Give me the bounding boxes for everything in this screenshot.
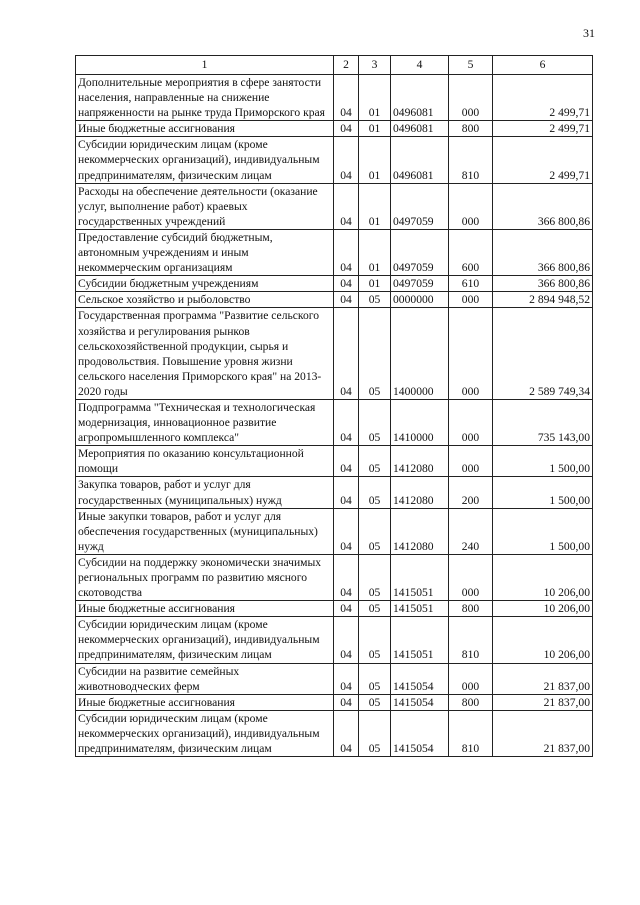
target-article-code: 1415051: [391, 601, 449, 617]
section-code: 04: [334, 554, 359, 600]
item-name: Государственная программа "Развитие сельского хозяйства и регулирования рынков сельскохозяйственной продукции, сырья и продовольствия. Повышение уровня жизни сельского населения Приморского края" на 2013-2020 годы: [76, 308, 334, 400]
header-col-5: 5: [449, 56, 493, 75]
section-code: 04: [334, 663, 359, 694]
header-col-1: 1: [76, 56, 334, 75]
section-code: 04: [334, 121, 359, 137]
table-row: [76, 308, 593, 400]
target-article-code: 1415054: [391, 710, 449, 756]
table-row: [76, 710, 593, 756]
amount: 735 143,00: [493, 399, 593, 445]
subsection-code: 05: [359, 292, 391, 308]
target-article-code: 0000000: [391, 292, 449, 308]
subsection-code: 05: [359, 477, 391, 508]
item-name: Иные бюджетные ассигнования: [76, 121, 334, 137]
amount: 1 500,00: [493, 477, 593, 508]
section-code: 04: [334, 308, 359, 400]
expense-type-code: 810: [449, 617, 493, 663]
table-row: [76, 276, 593, 292]
header-col-4: 4: [391, 56, 449, 75]
target-article-code: 0497059: [391, 183, 449, 229]
table-row: [76, 121, 593, 137]
section-code: 04: [334, 229, 359, 275]
expense-type-code: 810: [449, 137, 493, 183]
header-col-2: 2: [334, 56, 359, 75]
table-row: [76, 663, 593, 694]
expense-type-code: 000: [449, 554, 493, 600]
subsection-code: 01: [359, 229, 391, 275]
target-article-code: 1410000: [391, 399, 449, 445]
expense-type-code: 000: [449, 308, 493, 400]
amount: 2 499,71: [493, 75, 593, 121]
expense-type-code: 000: [449, 75, 493, 121]
expense-type-code: 000: [449, 183, 493, 229]
item-name: Субсидии юридическим лицам (кроме некоммерческих организаций), индивидуальным предпринимателям, физическим лицам: [76, 617, 334, 663]
section-code: 04: [334, 617, 359, 663]
target-article-code: 1400000: [391, 308, 449, 400]
table-row: [76, 508, 593, 554]
section-code: 04: [334, 292, 359, 308]
section-code: 04: [334, 75, 359, 121]
section-code: 04: [334, 183, 359, 229]
subsection-code: 05: [359, 617, 391, 663]
target-article-code: 0496081: [391, 75, 449, 121]
target-article-code: 1412080: [391, 477, 449, 508]
expense-type-code: 240: [449, 508, 493, 554]
subsection-code: 05: [359, 554, 391, 600]
item-name: Субсидии бюджетным учреждениям: [76, 276, 334, 292]
page-number: 31: [583, 26, 595, 40]
expense-type-code: 600: [449, 229, 493, 275]
section-code: 04: [334, 399, 359, 445]
item-name: Предоставление субсидий бюджетным, автономным учреждениям и иным некоммерческим организациям: [76, 229, 334, 275]
item-name: Иные бюджетные ассигнования: [76, 601, 334, 617]
expense-type-code: 610: [449, 276, 493, 292]
amount: 2 499,71: [493, 137, 593, 183]
table-row: [76, 183, 593, 229]
item-name: Субсидии юридическим лицам (кроме некоммерческих организаций), индивидуальным предпринимателям, физическим лицам: [76, 137, 334, 183]
subsection-code: 01: [359, 75, 391, 121]
subsection-code: 05: [359, 446, 391, 477]
table-row: [76, 446, 593, 477]
expense-type-code: 800: [449, 601, 493, 617]
target-article-code: 1412080: [391, 508, 449, 554]
subsection-code: 05: [359, 508, 391, 554]
amount: 21 837,00: [493, 710, 593, 756]
subsection-code: 01: [359, 276, 391, 292]
item-name: Иные закупки товаров, работ и услуг для обеспечения государственных (муниципальных) нужд: [76, 508, 334, 554]
target-article-code: 1415054: [391, 694, 449, 710]
item-name: Закупка товаров, работ и услуг для государственных (муниципальных) нужд: [76, 477, 334, 508]
budget-table: [75, 55, 593, 757]
header-col-6: 6: [493, 56, 593, 75]
table-row: [76, 694, 593, 710]
table-row: [76, 477, 593, 508]
amount: 1 500,00: [493, 508, 593, 554]
table-row: [76, 399, 593, 445]
expense-type-code: 000: [449, 292, 493, 308]
amount: 2 499,71: [493, 121, 593, 137]
expense-type-code: 800: [449, 121, 493, 137]
amount: 366 800,86: [493, 183, 593, 229]
section-code: 04: [334, 694, 359, 710]
amount: 10 206,00: [493, 554, 593, 600]
amount: 2 894 948,52: [493, 292, 593, 308]
amount: 21 837,00: [493, 694, 593, 710]
item-name: Дополнительные мероприятия в сфере занятости населения, направленные на снижение напряженности на рынке труда Приморского края: [76, 75, 334, 121]
amount: 10 206,00: [493, 601, 593, 617]
target-article-code: 0497059: [391, 276, 449, 292]
item-name: Сельское хозяйство и рыболовство: [76, 292, 334, 308]
subsection-code: 05: [359, 694, 391, 710]
subsection-code: 05: [359, 663, 391, 694]
header-col-3: 3: [359, 56, 391, 75]
item-name: Расходы на обеспечение деятельности (оказание услуг, выполнение работ) краевых государственных учреждений: [76, 183, 334, 229]
target-article-code: 1415054: [391, 663, 449, 694]
amount: 21 837,00: [493, 663, 593, 694]
item-name: Субсидии на поддержку экономически значимых региональных программ по развитию мясного скотоводства: [76, 554, 334, 600]
item-name: Субсидии на развитие семейных животноводческих ферм: [76, 663, 334, 694]
expense-type-code: 000: [449, 399, 493, 445]
section-code: 04: [334, 477, 359, 508]
section-code: 04: [334, 508, 359, 554]
section-code: 04: [334, 601, 359, 617]
table-body: [76, 75, 593, 757]
subsection-code: 01: [359, 183, 391, 229]
amount: 366 800,86: [493, 276, 593, 292]
target-article-code: 1412080: [391, 446, 449, 477]
expense-type-code: 810: [449, 710, 493, 756]
subsection-code: 01: [359, 121, 391, 137]
table-row: [76, 601, 593, 617]
subsection-code: 01: [359, 137, 391, 183]
subsection-code: 05: [359, 308, 391, 400]
table-row: [76, 137, 593, 183]
section-code: 04: [334, 710, 359, 756]
amount: 1 500,00: [493, 446, 593, 477]
item-name: Подпрограмма "Техническая и технологическая модернизация, инновационное развитие агропромышленного комплекса": [76, 399, 334, 445]
section-code: 04: [334, 446, 359, 477]
item-name: Иные бюджетные ассигнования: [76, 694, 334, 710]
target-article-code: 1415051: [391, 554, 449, 600]
table-row: [76, 229, 593, 275]
subsection-code: 05: [359, 601, 391, 617]
target-article-code: 0496081: [391, 137, 449, 183]
table-row: [76, 554, 593, 600]
subsection-code: 05: [359, 399, 391, 445]
table-row: [76, 292, 593, 308]
subsection-code: 05: [359, 710, 391, 756]
expense-type-code: 800: [449, 694, 493, 710]
amount: 2 589 749,34: [493, 308, 593, 400]
amount: 366 800,86: [493, 229, 593, 275]
table-row: [76, 75, 593, 121]
target-article-code: 0496081: [391, 121, 449, 137]
section-code: 04: [334, 137, 359, 183]
item-name: Субсидии юридическим лицам (кроме некоммерческих организаций), индивидуальным предпринимателям, физическим лицам: [76, 710, 334, 756]
expense-type-code: 000: [449, 446, 493, 477]
table-header-row: [76, 56, 593, 75]
expense-type-code: 200: [449, 477, 493, 508]
expense-type-code: 000: [449, 663, 493, 694]
target-article-code: 0497059: [391, 229, 449, 275]
item-name: Мероприятия по оказанию консультационной помощи: [76, 446, 334, 477]
target-article-code: 1415051: [391, 617, 449, 663]
amount: 10 206,00: [493, 617, 593, 663]
section-code: 04: [334, 276, 359, 292]
table-row: [76, 617, 593, 663]
